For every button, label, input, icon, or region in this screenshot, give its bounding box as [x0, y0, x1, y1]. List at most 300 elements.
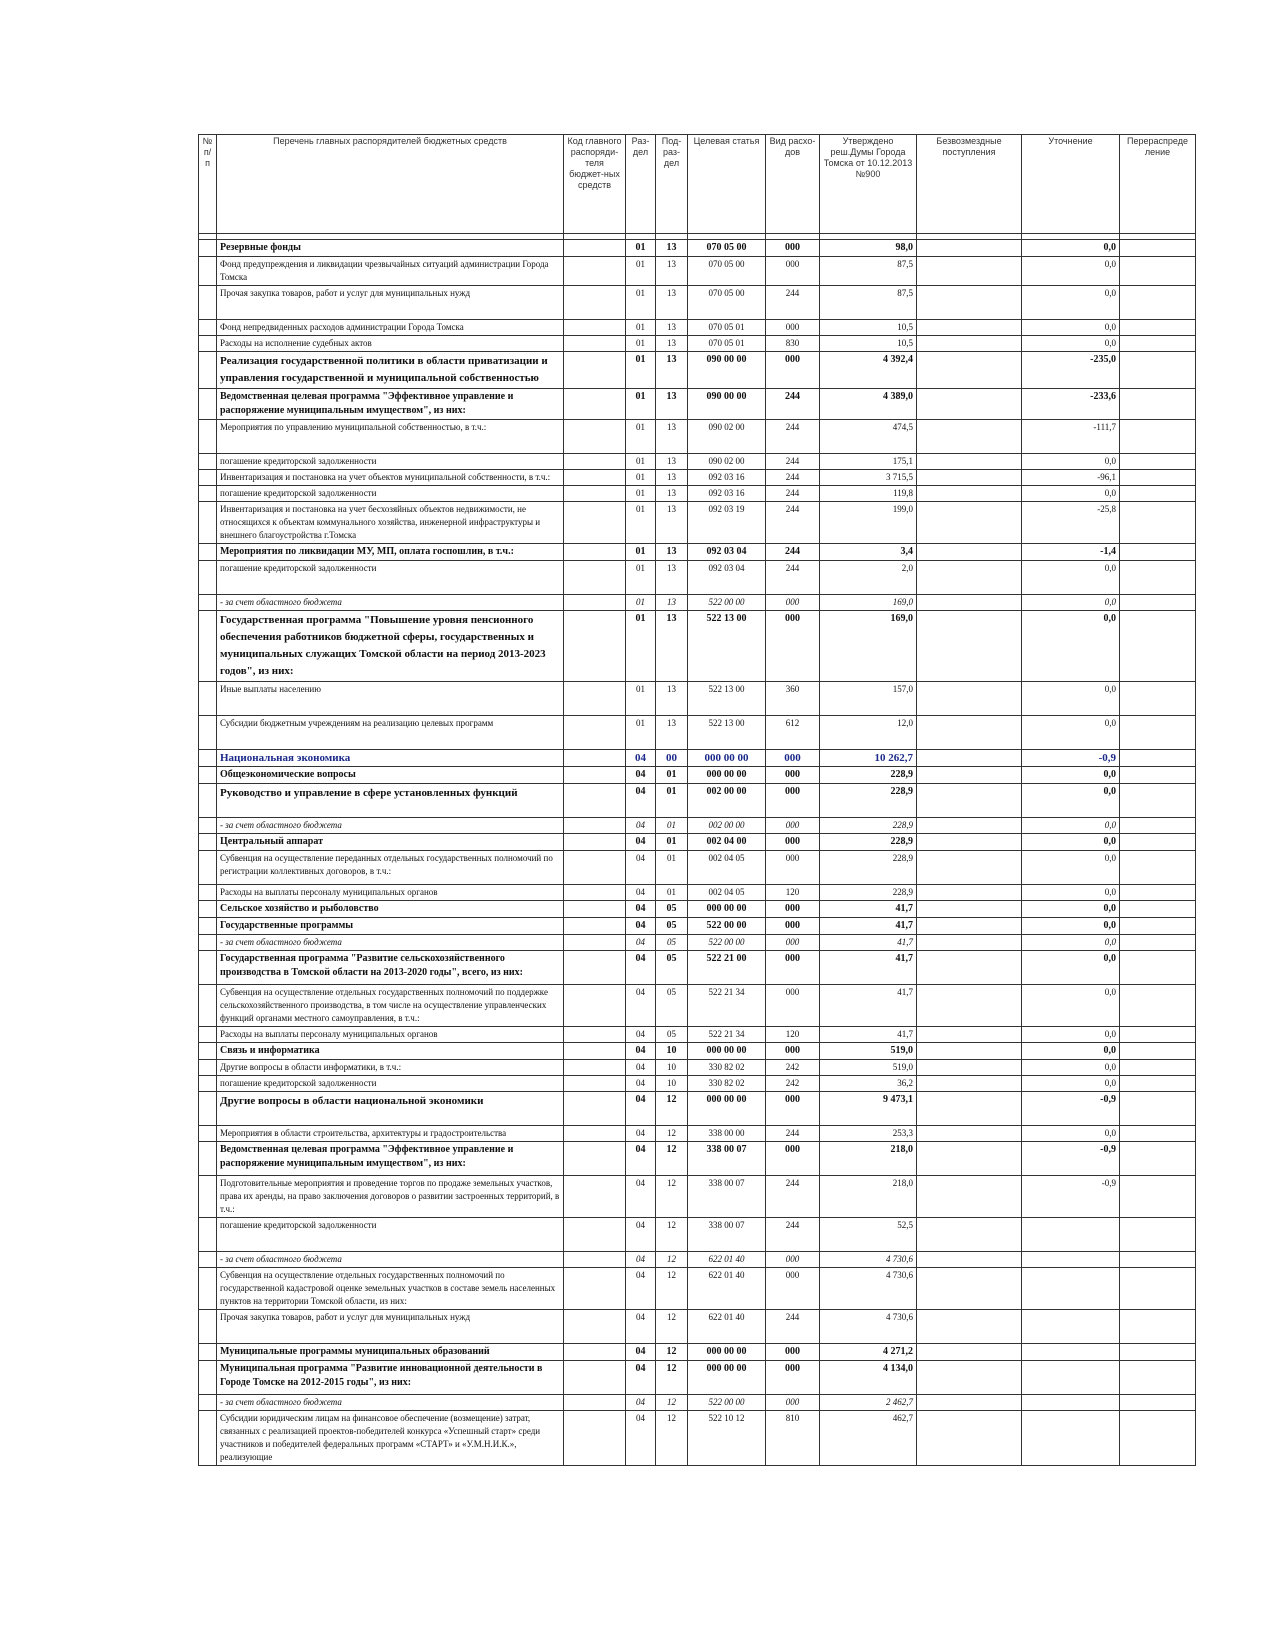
- cell-utoch: 0,0: [1022, 918, 1120, 935]
- cell-perer: [1120, 470, 1196, 486]
- cell-bezv: [917, 1142, 1022, 1176]
- cell-num: [199, 951, 217, 985]
- cell-razdel: 01: [626, 470, 656, 486]
- cell-vid: 120: [766, 1027, 820, 1043]
- cell-razdel: 04: [626, 834, 656, 851]
- cell-num: [199, 352, 217, 389]
- cell-utv: 4 730,6: [820, 1252, 917, 1268]
- table-row: [199, 389, 1196, 420]
- cell-kod: [564, 1076, 626, 1092]
- header-name: Перечень главных распорядителей бюджетных средств: [217, 135, 564, 234]
- header-kod: Код главного распоряди-теля бюджет-ных средств: [564, 135, 626, 234]
- cell-num: [199, 240, 217, 257]
- cell-statya: 622 01 40: [688, 1310, 766, 1344]
- cell-perer: [1120, 1126, 1196, 1142]
- cell-utv: 228,9: [820, 834, 917, 851]
- cell-podrazdel: 01: [656, 885, 688, 901]
- cell-utoch: -0,9: [1022, 1142, 1120, 1176]
- cell-utv: 157,0: [820, 682, 917, 716]
- cell-perer: [1120, 595, 1196, 611]
- cell-bezv: [917, 1411, 1022, 1466]
- cell-perer: [1120, 1344, 1196, 1361]
- cell-statya: 002 04 05: [688, 885, 766, 901]
- cell-razdel: 01: [626, 352, 656, 389]
- cell-num: [199, 1395, 217, 1411]
- cell-num: [199, 750, 217, 767]
- cell-kod: [564, 1092, 626, 1126]
- cell-podrazdel: 05: [656, 901, 688, 918]
- cell-num: [199, 918, 217, 935]
- cell-num: [199, 1218, 217, 1252]
- cell-utoch: [1022, 1268, 1120, 1310]
- cell-utv: 228,9: [820, 784, 917, 818]
- cell-razdel: 01: [626, 595, 656, 611]
- cell-perer: [1120, 1043, 1196, 1060]
- cell-perer: [1120, 1395, 1196, 1411]
- table-row: [199, 1076, 1196, 1092]
- cell-num: [199, 935, 217, 951]
- cell-kod: [564, 682, 626, 716]
- cell-perer: [1120, 1218, 1196, 1252]
- cell-podrazdel: 05: [656, 1027, 688, 1043]
- cell-kod: [564, 834, 626, 851]
- cell-utoch: -111,7: [1022, 420, 1120, 454]
- cell-utv: 228,9: [820, 885, 917, 901]
- cell-bezv: [917, 750, 1022, 767]
- cell-podrazdel: 00: [656, 750, 688, 767]
- cell-kod: [564, 1252, 626, 1268]
- cell-utoch: 0,0: [1022, 784, 1120, 818]
- cell-name: Ведомственная целевая программа "Эффективное управление и распоряжение муниципальным имуществом", из них:: [217, 389, 564, 420]
- cell-statya: 338 00 07: [688, 1176, 766, 1218]
- cell-kod: [564, 901, 626, 918]
- cell-perer: [1120, 502, 1196, 544]
- cell-bezv: [917, 352, 1022, 389]
- cell-statya: 522 10 12: [688, 1411, 766, 1466]
- cell-bezv: [917, 240, 1022, 257]
- cell-bezv: [917, 716, 1022, 750]
- cell-statya: 000 00 00: [688, 901, 766, 918]
- cell-name: Ведомственная целевая программа "Эффективное управление и распоряжение муниципальным имуществом", из них:: [217, 1142, 564, 1176]
- cell-podrazdel: 12: [656, 1361, 688, 1395]
- cell-bezv: [917, 834, 1022, 851]
- cell-podrazdel: 10: [656, 1076, 688, 1092]
- cell-num: [199, 1176, 217, 1218]
- cell-utv: 41,7: [820, 985, 917, 1027]
- cell-statya: 330 82 02: [688, 1060, 766, 1076]
- table-row: [199, 935, 1196, 951]
- cell-razdel: 04: [626, 985, 656, 1027]
- cell-num: [199, 1361, 217, 1395]
- cell-statya: 338 00 07: [688, 1218, 766, 1252]
- cell-vid: 000: [766, 851, 820, 885]
- cell-razdel: 04: [626, 1268, 656, 1310]
- cell-razdel: 04: [626, 935, 656, 951]
- cell-podrazdel: 13: [656, 486, 688, 502]
- cell-utv: 228,9: [820, 767, 917, 784]
- cell-num: [199, 784, 217, 818]
- cell-perer: [1120, 885, 1196, 901]
- cell-perer: [1120, 420, 1196, 454]
- header-vid: Вид расхо-дов: [766, 135, 820, 234]
- cell-bezv: [917, 1027, 1022, 1043]
- cell-podrazdel: 10: [656, 1043, 688, 1060]
- cell-statya: 070 05 01: [688, 320, 766, 336]
- table-body: [199, 240, 1196, 1466]
- cell-podrazdel: 13: [656, 240, 688, 257]
- table-row: [199, 1060, 1196, 1076]
- cell-name: - за счет областного бюджета: [217, 1252, 564, 1268]
- cell-podrazdel: 05: [656, 935, 688, 951]
- cell-kod: [564, 389, 626, 420]
- cell-utv: 4 730,6: [820, 1268, 917, 1310]
- table-row: [199, 901, 1196, 918]
- cell-razdel: 01: [626, 502, 656, 544]
- cell-kod: [564, 420, 626, 454]
- cell-razdel: 01: [626, 716, 656, 750]
- cell-vid: 000: [766, 1361, 820, 1395]
- cell-vid: 244: [766, 544, 820, 561]
- cell-utv: 169,0: [820, 611, 917, 682]
- table-row: [199, 286, 1196, 320]
- cell-kod: [564, 544, 626, 561]
- cell-vid: 000: [766, 985, 820, 1027]
- table-row: [199, 1361, 1196, 1395]
- cell-razdel: 01: [626, 561, 656, 595]
- cell-vid: 000: [766, 240, 820, 257]
- cell-vid: 000: [766, 595, 820, 611]
- cell-bezv: [917, 595, 1022, 611]
- cell-name: Расходы на исполнение судебных актов: [217, 336, 564, 352]
- cell-bezv: [917, 336, 1022, 352]
- header-utoch: Уточнение: [1022, 135, 1120, 234]
- cell-utoch: -233,6: [1022, 389, 1120, 420]
- cell-vid: 000: [766, 352, 820, 389]
- cell-utoch: 0,0: [1022, 716, 1120, 750]
- cell-name: - за счет областного бюджета: [217, 935, 564, 951]
- cell-perer: [1120, 320, 1196, 336]
- cell-name: погашение кредиторской задолженности: [217, 486, 564, 502]
- cell-num: [199, 985, 217, 1027]
- cell-statya: 092 03 16: [688, 486, 766, 502]
- table-row: [199, 320, 1196, 336]
- cell-razdel: 04: [626, 1142, 656, 1176]
- budget-table: [198, 134, 1196, 1466]
- cell-name: Мероприятия в области строительства, архитектуры и градостроительства: [217, 1126, 564, 1142]
- cell-podrazdel: 01: [656, 784, 688, 818]
- cell-razdel: 04: [626, 1361, 656, 1395]
- cell-podrazdel: 13: [656, 470, 688, 486]
- cell-vid: 242: [766, 1060, 820, 1076]
- cell-razdel: 04: [626, 1252, 656, 1268]
- cell-utoch: -25,8: [1022, 502, 1120, 544]
- cell-utv: 41,7: [820, 1027, 917, 1043]
- table-row: [199, 682, 1196, 716]
- table-row: [199, 851, 1196, 885]
- cell-perer: [1120, 716, 1196, 750]
- cell-utv: 10,5: [820, 336, 917, 352]
- cell-bezv: [917, 1218, 1022, 1252]
- cell-utoch: [1022, 1310, 1120, 1344]
- cell-kod: [564, 1395, 626, 1411]
- cell-statya: 622 01 40: [688, 1268, 766, 1310]
- table-row: [199, 1043, 1196, 1060]
- cell-vid: 244: [766, 1218, 820, 1252]
- cell-utv: 228,9: [820, 851, 917, 885]
- cell-statya: 090 02 00: [688, 454, 766, 470]
- table-row: [199, 1310, 1196, 1344]
- cell-name: Прочая закупка товаров, работ и услуг для муниципальных нужд: [217, 286, 564, 320]
- cell-bezv: [917, 1176, 1022, 1218]
- cell-bezv: [917, 1361, 1022, 1395]
- cell-name: Реализация государственной политики в области приватизации и управления государственной и муниципальной собственностью: [217, 352, 564, 389]
- cell-perer: [1120, 240, 1196, 257]
- cell-utoch: 0,0: [1022, 561, 1120, 595]
- cell-perer: [1120, 834, 1196, 851]
- header-statya: Целевая статья: [688, 135, 766, 234]
- cell-kod: [564, 286, 626, 320]
- cell-utoch: 0,0: [1022, 320, 1120, 336]
- cell-kod: [564, 935, 626, 951]
- cell-vid: 000: [766, 257, 820, 286]
- cell-statya: 522 21 34: [688, 1027, 766, 1043]
- table-row: [199, 454, 1196, 470]
- cell-name: Инвентаризация и постановка на учет объектов муниципальной собственности, в т.ч.:: [217, 470, 564, 486]
- cell-name: Субсидии юридическим лицам на финансовое обеспечение (возмещение) затрат, связанных с реализацией проектов-победителей конкурса «Успешный старт» среди участников и победителей федеральных программ «СТАРТ» и «У.М.Н.И.К.», реализующие: [217, 1411, 564, 1466]
- cell-utv: 519,0: [820, 1043, 917, 1060]
- cell-utoch: [1022, 1344, 1120, 1361]
- cell-utv: 52,5: [820, 1218, 917, 1252]
- table-row: [199, 1176, 1196, 1218]
- cell-perer: [1120, 1268, 1196, 1310]
- cell-vid: 000: [766, 1142, 820, 1176]
- cell-bezv: [917, 818, 1022, 834]
- cell-kod: [564, 1268, 626, 1310]
- cell-num: [199, 1043, 217, 1060]
- cell-perer: [1120, 286, 1196, 320]
- cell-perer: [1120, 1027, 1196, 1043]
- cell-statya: 090 00 00: [688, 352, 766, 389]
- cell-name: Мероприятия по ликвидации МУ, МП, оплата госпошлин, в т.ч.:: [217, 544, 564, 561]
- cell-utv: 228,9: [820, 818, 917, 834]
- cell-utoch: 0,0: [1022, 1060, 1120, 1076]
- cell-kod: [564, 1126, 626, 1142]
- cell-name: Муниципальные программы муниципальных образований: [217, 1344, 564, 1361]
- cell-kod: [564, 750, 626, 767]
- cell-bezv: [917, 502, 1022, 544]
- cell-perer: [1120, 851, 1196, 885]
- cell-razdel: 01: [626, 389, 656, 420]
- cell-kod: [564, 470, 626, 486]
- cell-vid: 000: [766, 611, 820, 682]
- cell-bezv: [917, 951, 1022, 985]
- cell-podrazdel: 12: [656, 1268, 688, 1310]
- cell-razdel: 04: [626, 851, 656, 885]
- cell-vid: 120: [766, 885, 820, 901]
- cell-utv: 41,7: [820, 951, 917, 985]
- cell-perer: [1120, 1411, 1196, 1466]
- cell-utv: 119,8: [820, 486, 917, 502]
- cell-vid: 244: [766, 486, 820, 502]
- cell-utv: 4 730,6: [820, 1310, 917, 1344]
- cell-statya: 002 04 05: [688, 851, 766, 885]
- cell-utv: 519,0: [820, 1060, 917, 1076]
- cell-utv: 87,5: [820, 257, 917, 286]
- cell-razdel: 01: [626, 257, 656, 286]
- table-row: [199, 1395, 1196, 1411]
- cell-vid: 000: [766, 1395, 820, 1411]
- cell-podrazdel: 01: [656, 834, 688, 851]
- cell-podrazdel: 13: [656, 352, 688, 389]
- cell-kod: [564, 885, 626, 901]
- cell-razdel: 04: [626, 1176, 656, 1218]
- cell-podrazdel: 13: [656, 611, 688, 682]
- cell-perer: [1120, 1060, 1196, 1076]
- cell-perer: [1120, 1092, 1196, 1126]
- cell-kod: [564, 767, 626, 784]
- cell-bezv: [917, 767, 1022, 784]
- cell-num: [199, 502, 217, 544]
- cell-utoch: -0,9: [1022, 750, 1120, 767]
- cell-name: - за счет областного бюджета: [217, 818, 564, 834]
- table-row: [199, 1027, 1196, 1043]
- cell-statya: 522 13 00: [688, 682, 766, 716]
- cell-podrazdel: 12: [656, 1252, 688, 1268]
- cell-kod: [564, 1411, 626, 1466]
- cell-razdel: 04: [626, 885, 656, 901]
- cell-utoch: 0,0: [1022, 935, 1120, 951]
- table-row: [199, 486, 1196, 502]
- cell-podrazdel: 10: [656, 1060, 688, 1076]
- cell-razdel: 04: [626, 1076, 656, 1092]
- table-row: [199, 595, 1196, 611]
- cell-perer: [1120, 750, 1196, 767]
- cell-razdel: 01: [626, 240, 656, 257]
- cell-razdel: 04: [626, 1126, 656, 1142]
- cell-num: [199, 1142, 217, 1176]
- cell-num: [199, 818, 217, 834]
- header-bezv: Безвозмездные поступления: [917, 135, 1022, 234]
- cell-vid: 000: [766, 1092, 820, 1126]
- cell-razdel: 01: [626, 611, 656, 682]
- cell-name: Руководство и управление в сфере установленных функций: [217, 784, 564, 818]
- cell-vid: 000: [766, 951, 820, 985]
- cell-utoch: -96,1: [1022, 470, 1120, 486]
- cell-utv: 3 715,5: [820, 470, 917, 486]
- cell-bezv: [917, 320, 1022, 336]
- cell-num: [199, 320, 217, 336]
- cell-kod: [564, 336, 626, 352]
- cell-name: Сельское хозяйство и рыболовство: [217, 901, 564, 918]
- cell-perer: [1120, 454, 1196, 470]
- cell-bezv: [917, 257, 1022, 286]
- table-row: [199, 240, 1196, 257]
- cell-utoch: 0,0: [1022, 1043, 1120, 1060]
- cell-bezv: [917, 286, 1022, 320]
- cell-statya: 522 13 00: [688, 716, 766, 750]
- cell-statya: 522 21 34: [688, 985, 766, 1027]
- cell-kod: [564, 1344, 626, 1361]
- cell-num: [199, 1076, 217, 1092]
- cell-perer: [1120, 389, 1196, 420]
- cell-utv: 199,0: [820, 502, 917, 544]
- cell-statya: 000 00 00: [688, 767, 766, 784]
- header-utv: Утверждено реш.Думы Города Томска от 10.12.2013 №900: [820, 135, 917, 234]
- cell-utoch: 0,0: [1022, 454, 1120, 470]
- cell-vid: 000: [766, 1252, 820, 1268]
- cell-utv: 2,0: [820, 561, 917, 595]
- cell-vid: 244: [766, 286, 820, 320]
- cell-vid: 000: [766, 767, 820, 784]
- cell-utoch: 0,0: [1022, 767, 1120, 784]
- cell-bezv: [917, 389, 1022, 420]
- cell-kod: [564, 784, 626, 818]
- cell-name: погашение кредиторской задолженности: [217, 454, 564, 470]
- cell-podrazdel: 12: [656, 1218, 688, 1252]
- cell-utoch: 0,0: [1022, 1027, 1120, 1043]
- cell-name: - за счет областного бюджета: [217, 1395, 564, 1411]
- cell-name: Прочая закупка товаров, работ и услуг для муниципальных нужд: [217, 1310, 564, 1344]
- cell-bezv: [917, 486, 1022, 502]
- cell-kod: [564, 486, 626, 502]
- cell-kod: [564, 1043, 626, 1060]
- cell-razdel: 04: [626, 1310, 656, 1344]
- cell-utv: 41,7: [820, 901, 917, 918]
- cell-utv: 462,7: [820, 1411, 917, 1466]
- cell-razdel: 01: [626, 420, 656, 454]
- cell-utoch: [1022, 1395, 1120, 1411]
- cell-bezv: [917, 470, 1022, 486]
- cell-podrazdel: 13: [656, 320, 688, 336]
- cell-utv: 4 389,0: [820, 389, 917, 420]
- cell-utv: 4 134,0: [820, 1361, 917, 1395]
- cell-perer: [1120, 1310, 1196, 1344]
- cell-podrazdel: 12: [656, 1142, 688, 1176]
- table-row: [199, 502, 1196, 544]
- cell-statya: 522 00 00: [688, 935, 766, 951]
- cell-name: погашение кредиторской задолженности: [217, 1076, 564, 1092]
- table-row: [199, 1252, 1196, 1268]
- cell-statya: 000 00 00: [688, 1344, 766, 1361]
- cell-podrazdel: 13: [656, 286, 688, 320]
- cell-num: [199, 257, 217, 286]
- cell-num: [199, 561, 217, 595]
- header-row: [199, 135, 1196, 234]
- cell-perer: [1120, 818, 1196, 834]
- cell-utv: 87,5: [820, 286, 917, 320]
- cell-statya: 090 02 00: [688, 420, 766, 454]
- cell-bezv: [917, 1076, 1022, 1092]
- table-row: [199, 420, 1196, 454]
- cell-perer: [1120, 257, 1196, 286]
- table-row: [199, 818, 1196, 834]
- cell-vid: 000: [766, 1268, 820, 1310]
- cell-perer: [1120, 1176, 1196, 1218]
- cell-num: [199, 420, 217, 454]
- cell-podrazdel: 13: [656, 595, 688, 611]
- cell-podrazdel: 05: [656, 918, 688, 935]
- cell-utoch: 0,0: [1022, 336, 1120, 352]
- cell-kod: [564, 611, 626, 682]
- cell-name: Общеэкономические вопросы: [217, 767, 564, 784]
- cell-bezv: [917, 1060, 1022, 1076]
- cell-razdel: 04: [626, 1043, 656, 1060]
- cell-kod: [564, 1142, 626, 1176]
- cell-podrazdel: 12: [656, 1092, 688, 1126]
- cell-razdel: 04: [626, 767, 656, 784]
- cell-bezv: [917, 561, 1022, 595]
- cell-num: [199, 1344, 217, 1361]
